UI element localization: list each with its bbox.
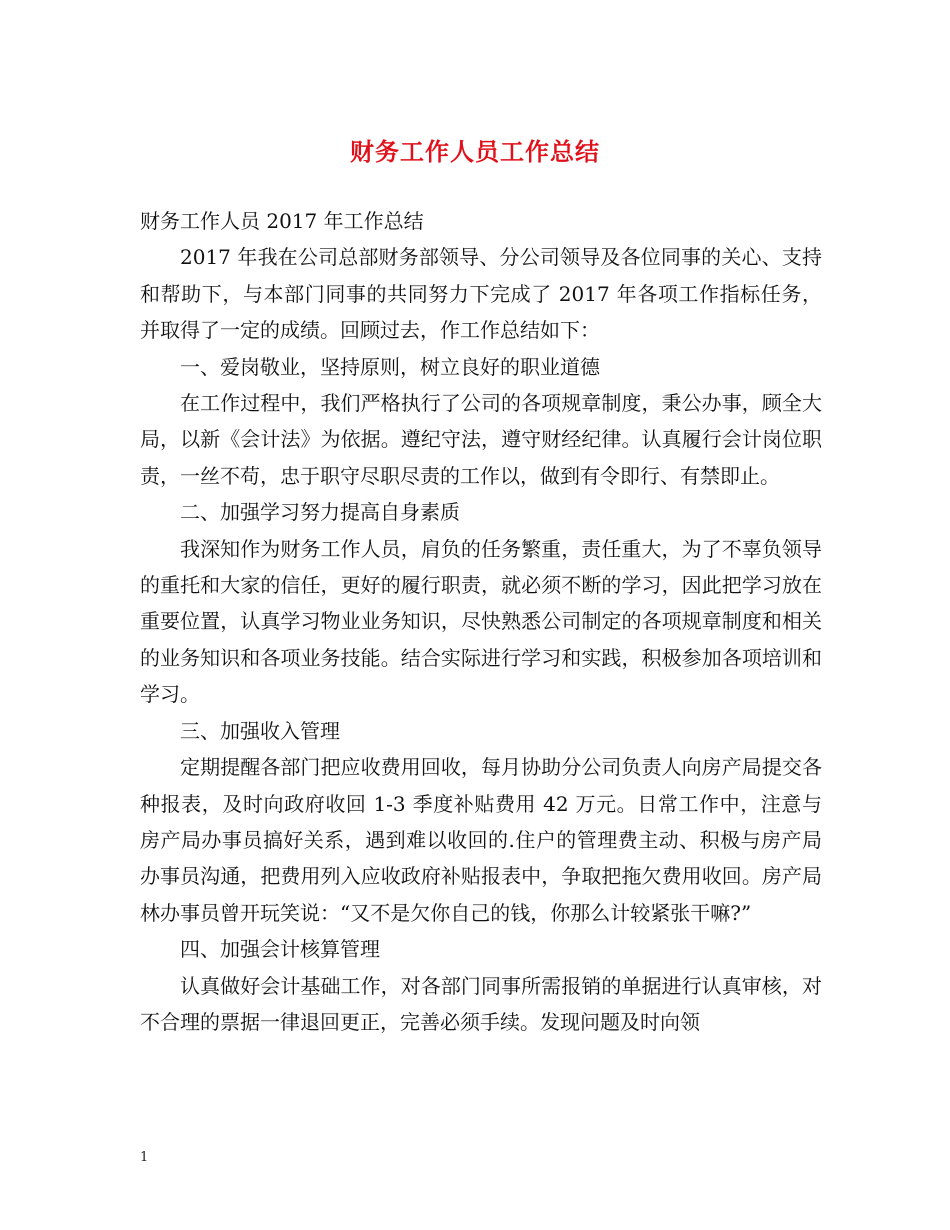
paragraph-section-4: 认真做好会计基础工作，对各部门同事所需报销的单据进行认真审核，对不合理的票据一律退回更正，完善必须手续。发现问题及时向领 xyxy=(140,973,822,1034)
section-heading-4: 四、加强会计核算管理 xyxy=(180,937,380,962)
paragraph-intro: 2017 年我在公司总部财务部领导、分公司领导及各位同事的关心、支持和帮助下，与本部门同事的共同努力下完成了 2017 年各项工作指标任务，并取得了一定的成绩。回顾过去，作工作总结如下： xyxy=(140,245,822,343)
paragraph-section-3: 定期提醒各部门把应收费用回收，每月协助分公司负责人向房产局提交各种报表，及时向政府收回 1-3 季度补贴费用 42 万元。日常工作中，注意与房产局办事员搞好关系，遇到难以收回的.住户的管理费主动、积极与房产局办事员沟通，把费用列入应收政府补贴报表中，争取把拖欠费用收回。房产局林办事员曾开玩笑说：“又不是欠你自己的钱，你那么计较紧张干嘛?” xyxy=(140,755,822,925)
section-heading-3: 三、加强收入管理 xyxy=(180,718,340,743)
document-body xyxy=(140,203,822,1040)
paragraph-section-2: 我深知作为财务工作人员，肩负的任务繁重，责任重大，为了不辜负领导的重托和大家的信任，更好的履行职责，就必须不断的学习，因此把学习放在重要位置，认真学习物业业务知识，尽快熟悉公司制定的各项规章制度和相关的业务知识和各项业务技能。结合实际进行学习和实践，积极参加各项培训和学习。 xyxy=(140,536,822,707)
section-heading-1: 一、爱岗敬业，坚持原则，树立良好的职业道德 xyxy=(180,354,600,379)
document-subtitle: 财务工作人员 2017 年工作总结 xyxy=(140,209,424,233)
document-title: 财务工作人员工作总结 xyxy=(350,138,600,166)
section-heading-2: 二、加强学习努力提高自身素质 xyxy=(180,500,460,525)
page-number: 1 xyxy=(140,1150,149,1165)
paragraph-section-1: 在工作过程中，我们严格执行了公司的各项规章制度，秉公办事，顾全大局，以新《会计法》为依据。遵纪守法，遵守财经纪律。认真履行会计岗位职责，一丝不苟，忠于职守尽职尽责的工作以，做到有令即行、有禁即止。 xyxy=(140,391,822,488)
